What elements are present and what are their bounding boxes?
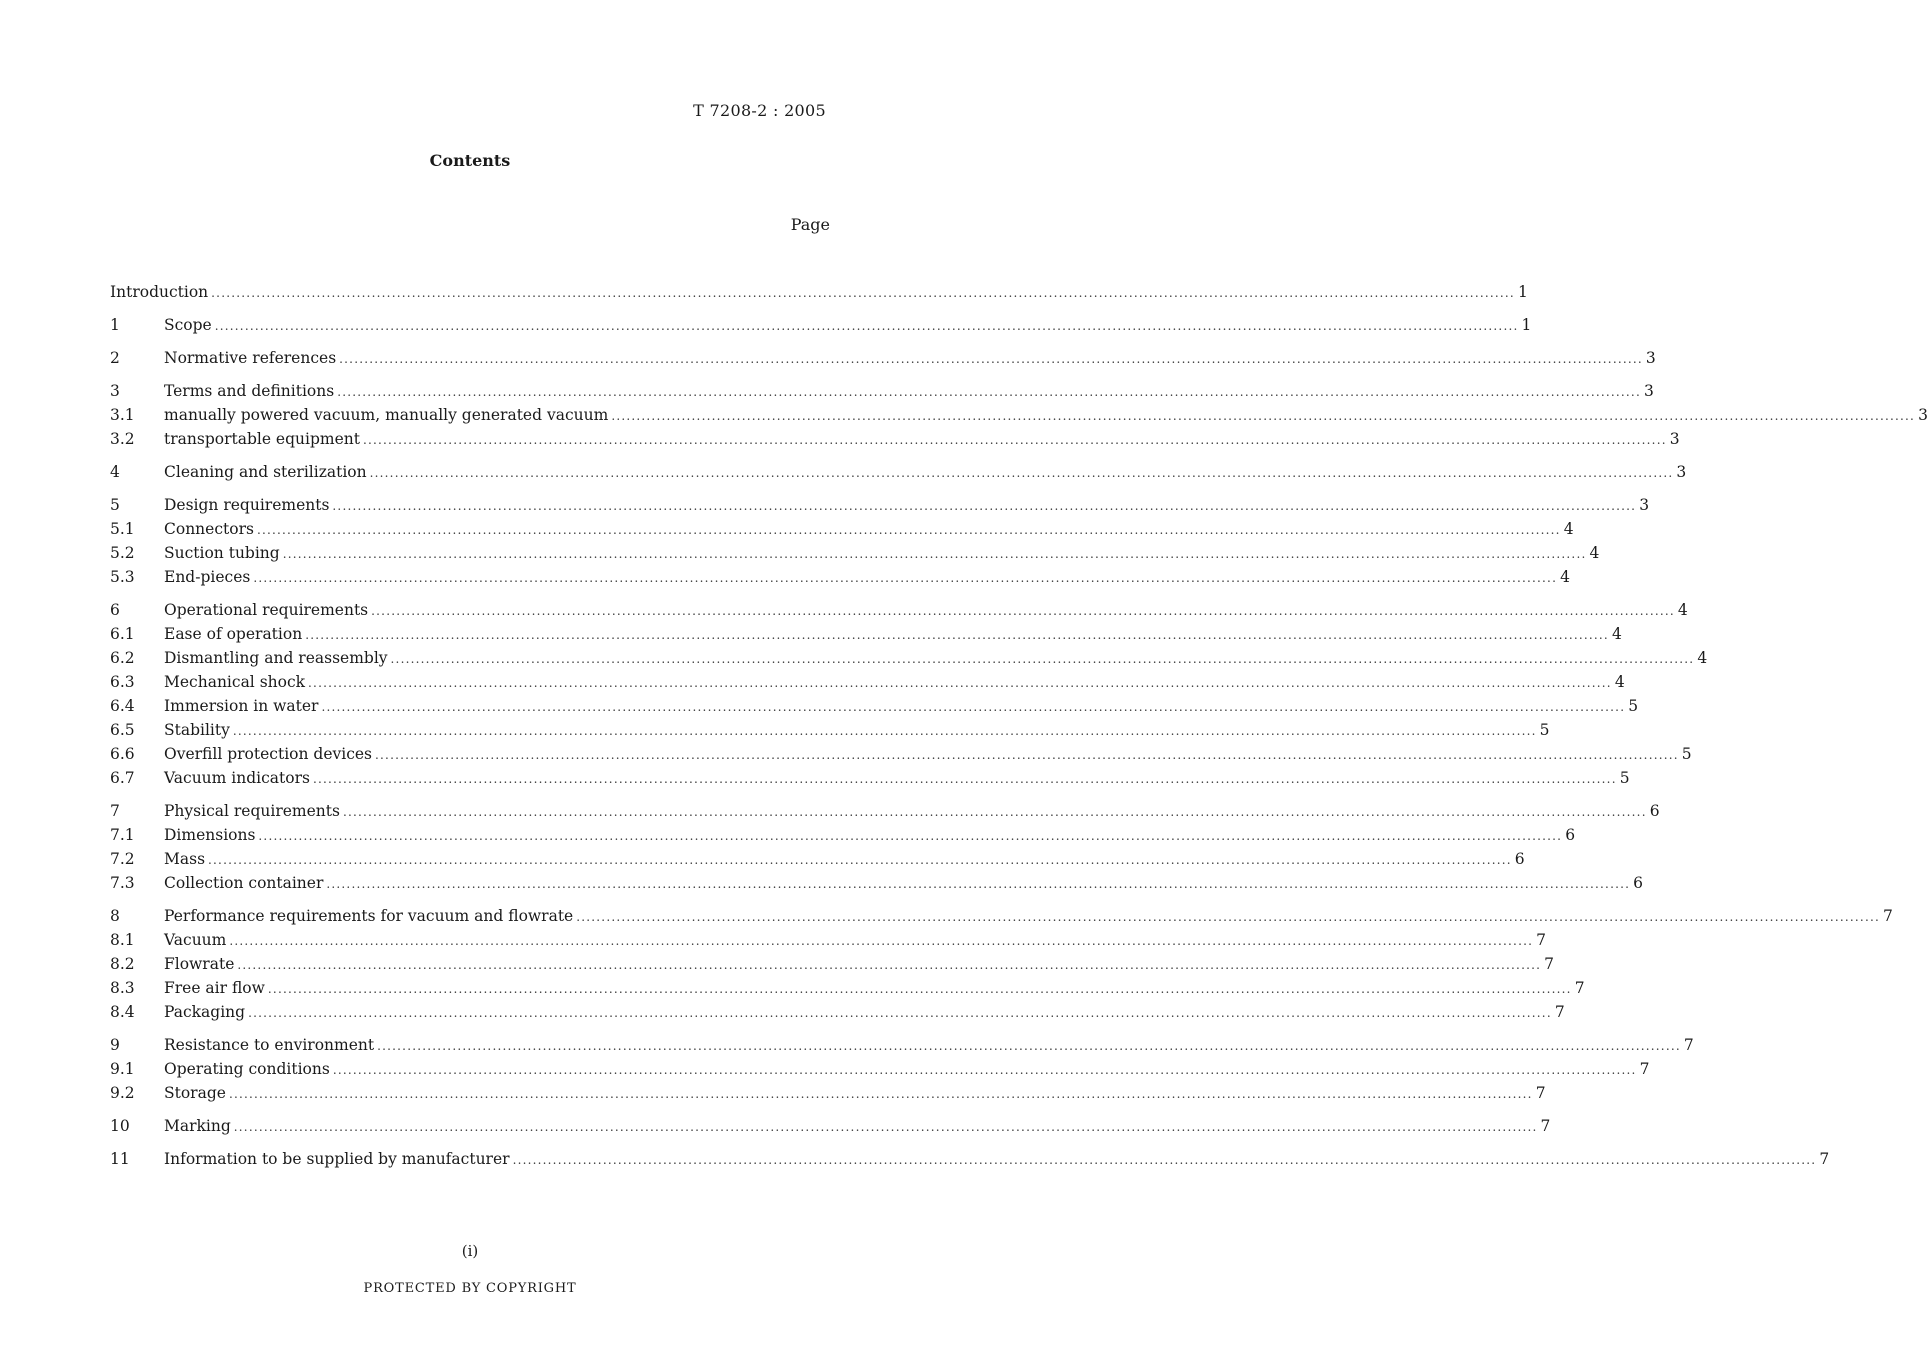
toc-entry-page: 6	[1565, 826, 1576, 844]
toc-entry-title: Overfill protection devices	[164, 745, 373, 763]
dot-leader: ....................................................................................................................................................................................................................................................................	[248, 1006, 1552, 1020]
toc-entry-title: Flowrate	[164, 955, 235, 973]
toc-entry-page: 7	[1683, 1036, 1694, 1054]
dot-leader: ....................................................................................................................................................................................................................................................................	[326, 877, 1631, 891]
toc-entry-page: 6	[1633, 874, 1644, 892]
toc-entry[interactable]	[110, 1000, 1565, 1024]
dot-leader: ....................................................................................................................................................................................................................................................................	[253, 571, 1558, 585]
document-id: T 7208-2 : 2005	[693, 101, 826, 120]
dot-leader: ....................................................................................................................................................................................................................................................................	[342, 805, 1647, 819]
toc-entry-number: 8.1	[110, 931, 135, 949]
dot-leader: ....................................................................................................................................................................................................................................................................	[308, 676, 1612, 690]
toc-entry-number: 8.2	[110, 955, 135, 973]
toc-entry[interactable]	[110, 1147, 1830, 1171]
dot-leader: ....................................................................................................................................................................................................................................................................	[233, 1120, 1538, 1134]
dot-leader: ....................................................................................................................................................................................................................................................................	[332, 499, 1637, 513]
toc-entry-page: 1	[1521, 316, 1532, 334]
dot-leader: ....................................................................................................................................................................................................................................................................	[339, 352, 1643, 366]
toc-entry-number: 5.2	[110, 544, 135, 562]
toc-entry-number: 6.2	[110, 649, 135, 667]
toc-entry-number: 9.1	[110, 1060, 135, 1078]
dot-leader: ....................................................................................................................................................................................................................................................................	[258, 829, 1563, 843]
toc-entry[interactable]	[110, 1057, 1650, 1081]
toc-entry-number: 10	[110, 1117, 130, 1135]
toc-entry[interactable]	[110, 976, 1585, 1000]
toc-entry-number: 9.2	[110, 1084, 135, 1102]
toc-entry[interactable]	[110, 427, 1680, 451]
dot-leader: ....................................................................................................................................................................................................................................................................	[208, 853, 1512, 867]
toc-entry-page: 7	[1536, 931, 1546, 949]
toc-entry-page: 6	[1649, 802, 1660, 820]
toc-entry-page: 4	[1697, 649, 1708, 667]
toc-entry-title: Storage	[164, 1084, 226, 1102]
toc-entry[interactable]	[110, 622, 1622, 646]
toc-entry-page: 4	[1563, 520, 1574, 538]
toc-entry-title: Mechanical shock	[164, 673, 306, 691]
toc-entry-number: 3	[110, 382, 120, 400]
dot-leader: ....................................................................................................................................................................................................................................................................	[362, 433, 1667, 447]
dot-leader: ....................................................................................................................................................................................................................................................................	[332, 1063, 1637, 1077]
toc-entry-number: 2	[110, 349, 120, 367]
toc-entry-number: 8	[110, 907, 120, 925]
toc-entry[interactable]	[110, 346, 1656, 370]
toc-entry-title: Connectors	[164, 520, 254, 538]
toc-entry[interactable]	[110, 541, 1600, 565]
toc-entry[interactable]	[110, 1114, 1551, 1138]
toc-entry-number: 5.1	[110, 520, 135, 538]
toc-entry-title: Cleaning and sterilization	[164, 463, 367, 481]
dot-leader: ....................................................................................................................................................................................................................................................................	[369, 466, 1674, 480]
toc-entry-title: Information to be supplied by manufacturer	[164, 1150, 510, 1168]
toc-entry[interactable]	[110, 871, 1644, 895]
toc-entry-page: 3	[1918, 406, 1928, 424]
toc-entry-title: Operating conditions	[164, 1060, 330, 1078]
toc-entry-title: Introduction	[110, 283, 209, 301]
toc-entry-page: 3	[1639, 496, 1650, 514]
toc-entry-page: 4	[1611, 625, 1622, 643]
toc-entry-title: Vacuum indicators	[164, 769, 310, 787]
dot-leader: ....................................................................................................................................................................................................................................................................	[611, 409, 1916, 423]
dot-leader: ....................................................................................................................................................................................................................................................................	[211, 286, 1515, 300]
toc-entry-number: 11	[110, 1150, 130, 1168]
page-column-heading: Page	[790, 215, 830, 234]
toc-entry-number: 3.2	[110, 430, 135, 448]
toc-entry-page: 4	[1589, 544, 1600, 562]
toc-entry[interactable]	[110, 493, 1650, 517]
dot-leader: ....................................................................................................................................................................................................................................................................	[377, 1039, 1681, 1053]
toc-entry-title: Stability	[164, 721, 230, 739]
toc-entry-number: 3.1	[110, 406, 135, 424]
dot-leader: ....................................................................................................................................................................................................................................................................	[256, 523, 1561, 537]
toc-entry-title: Dimensions	[164, 826, 256, 844]
toc-entry-page: 4	[1560, 568, 1570, 586]
toc-entry[interactable]	[110, 598, 1688, 622]
toc-entry-title: Scope	[164, 316, 212, 334]
toc-entry[interactable]	[110, 280, 1528, 304]
toc-entry-page: 5	[1619, 769, 1630, 787]
page-folio: (i)	[461, 1242, 479, 1260]
toc-entry-page: 7	[1883, 907, 1893, 925]
toc-entry[interactable]	[110, 517, 1574, 541]
toc-entry-number: 7.2	[110, 850, 135, 868]
dot-leader: ....................................................................................................................................................................................................................................................................	[214, 319, 1519, 333]
dot-leader: ....................................................................................................................................................................................................................................................................	[267, 982, 1572, 996]
toc-entry[interactable]	[110, 952, 1555, 976]
toc-entry[interactable]	[110, 403, 1928, 427]
dot-leader: ....................................................................................................................................................................................................................................................................	[512, 1153, 1817, 1167]
dot-leader: ....................................................................................................................................................................................................................................................................	[305, 628, 1609, 642]
page-title: Contents	[429, 151, 511, 170]
copyright-notice: PROTECTED BY COPYRIGHT	[363, 1281, 577, 1296]
dot-leader: ....................................................................................................................................................................................................................................................................	[375, 748, 1679, 762]
toc-entry-page: 5	[1628, 697, 1639, 715]
toc-entry[interactable]	[110, 847, 1525, 871]
toc-entry-title: Terms and definitions	[164, 382, 335, 400]
toc-entry-title: Dismantling and reassembly	[164, 649, 388, 667]
toc-entry-number: 6.1	[110, 625, 135, 643]
toc-entry[interactable]	[110, 766, 1630, 790]
toc-entry-page: 3	[1643, 382, 1654, 400]
toc-entry[interactable]	[110, 1033, 1694, 1057]
toc-entry-page: 3	[1676, 463, 1687, 481]
toc-entry-page: 7	[1574, 979, 1585, 997]
toc-entry[interactable]	[110, 460, 1687, 484]
toc-entry-number: 6	[110, 601, 120, 619]
toc-entry-number: 6.5	[110, 721, 135, 739]
dot-leader: ....................................................................................................................................................................................................................................................................	[337, 385, 1641, 399]
toc-entry-number: 7.1	[110, 826, 135, 844]
toc-entry-number: 6.6	[110, 745, 135, 763]
toc-entry-number: 6.4	[110, 697, 135, 715]
dot-leader: ....................................................................................................................................................................................................................................................................	[390, 652, 1695, 666]
toc-entry-title: Design requirements	[164, 496, 330, 514]
toc-entry-page: 3	[1645, 349, 1656, 367]
dot-leader: ....................................................................................................................................................................................................................................................................	[321, 700, 1626, 714]
toc-entry[interactable]	[110, 694, 1639, 718]
toc-entry-title: Normative references	[164, 349, 337, 367]
toc-entry-number: 6.3	[110, 673, 135, 691]
toc-entry-page: 7	[1540, 1117, 1551, 1135]
dot-leader: ....................................................................................................................................................................................................................................................................	[576, 910, 1880, 924]
toc-entry-page: 4	[1614, 673, 1625, 691]
toc-entry-number: 5	[110, 496, 120, 514]
toc-entry[interactable]	[110, 904, 1893, 928]
toc-entry-number: 6.7	[110, 769, 135, 787]
dot-leader: ....................................................................................................................................................................................................................................................................	[237, 958, 1542, 972]
toc-entry-page: 7	[1535, 1084, 1546, 1102]
toc-entry-title: Operational requirements	[164, 601, 369, 619]
toc-entry[interactable]	[110, 379, 1654, 403]
toc-entry-page: 7	[1639, 1060, 1650, 1078]
toc-entry-number: 9	[110, 1036, 120, 1054]
toc-entry[interactable]	[110, 799, 1660, 823]
toc-entry-number: 1	[110, 316, 120, 334]
toc-entry-title: Immersion in water	[164, 697, 319, 715]
toc-entry-title: transportable equipment	[164, 430, 360, 448]
toc-entry-page: 4	[1677, 601, 1688, 619]
toc-entry[interactable]	[110, 823, 1576, 847]
dot-leader: ....................................................................................................................................................................................................................................................................	[228, 1087, 1533, 1101]
toc-entry-page: 1	[1517, 283, 1528, 301]
toc-entry-page: 7	[1819, 1150, 1830, 1168]
toc-entry-number: 8.4	[110, 1003, 135, 1021]
dot-leader: ....................................................................................................................................................................................................................................................................	[312, 772, 1617, 786]
toc-entry-title: Ease of operation	[164, 625, 303, 643]
toc-entry-title: Collection container	[164, 874, 324, 892]
toc-entry[interactable]	[110, 718, 1550, 742]
toc-entry[interactable]	[110, 742, 1692, 766]
dot-leader: ....................................................................................................................................................................................................................................................................	[229, 934, 1534, 948]
dot-leader: ....................................................................................................................................................................................................................................................................	[371, 604, 1675, 618]
toc-entry[interactable]	[110, 313, 1532, 337]
toc-entry-page: 7	[1554, 1003, 1565, 1021]
toc-entry-number: 5.3	[110, 568, 135, 586]
toc-entry-title: Performance requirements for vacuum and flowrate	[164, 907, 574, 925]
toc-entry[interactable]	[110, 928, 1546, 952]
toc-entry-page: 5	[1539, 721, 1550, 739]
toc-entry-page: 3	[1669, 430, 1680, 448]
toc-entry-page: 5	[1681, 745, 1692, 763]
toc-entry[interactable]	[110, 1081, 1546, 1105]
toc-entry-title: manually powered vacuum, manually generated vacuum	[164, 406, 609, 424]
toc-entry-title: End-pieces	[164, 568, 251, 586]
toc-entry-number: 8.3	[110, 979, 135, 997]
toc-entry-title: Free air flow	[164, 979, 265, 997]
dot-leader: ....................................................................................................................................................................................................................................................................	[232, 724, 1537, 738]
dot-leader: ....................................................................................................................................................................................................................................................................	[282, 547, 1587, 561]
table-of-contents	[110, 280, 1928, 1171]
toc-entry-title: Vacuum	[164, 931, 227, 949]
toc-entry-title: Resistance to environment	[164, 1036, 375, 1054]
toc-entry-page: 6	[1514, 850, 1525, 868]
toc-entry-title: Mass	[164, 850, 206, 868]
toc-entry-page: 7	[1544, 955, 1555, 973]
toc-entry[interactable]	[110, 670, 1625, 694]
toc-entry-title: Suction tubing	[164, 544, 280, 562]
toc-entry-title: Packaging	[164, 1003, 246, 1021]
toc-entry-number: 7	[110, 802, 120, 820]
toc-entry[interactable]	[110, 646, 1708, 670]
toc-entry-number: 4	[110, 463, 120, 481]
toc-entry-number: 7.3	[110, 874, 135, 892]
toc-entry-title: Physical requirements	[164, 802, 340, 820]
toc-entry[interactable]	[110, 565, 1570, 589]
toc-entry-title: Marking	[164, 1117, 231, 1135]
